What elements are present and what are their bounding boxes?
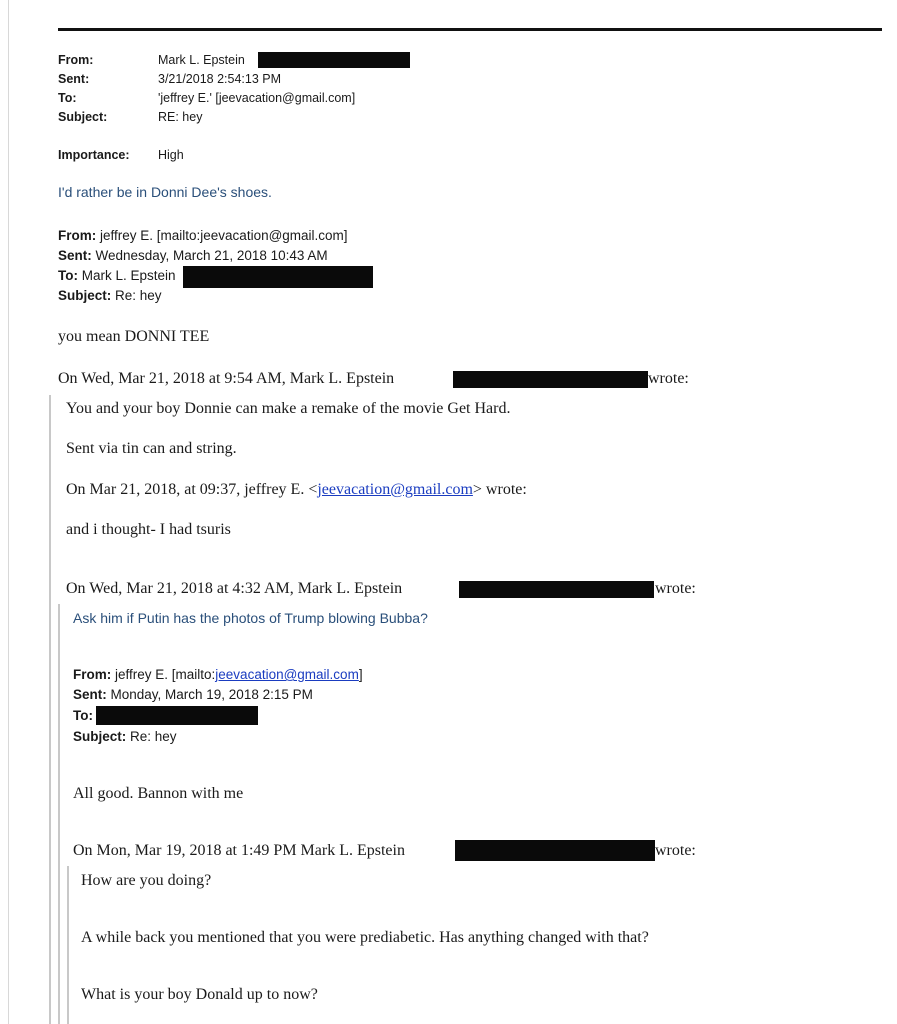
sent-value: 3/21/2018 2:54:13 PM [158, 72, 282, 86]
quote-wrote-line [66, 481, 527, 499]
quote3-line-3: What is your boy Donald up to now? [81, 986, 318, 1003]
to-label: To: [58, 268, 78, 283]
sent-line [73, 685, 313, 705]
from-line [58, 226, 348, 246]
from-suffix: ] [358, 667, 363, 682]
from-label: From: [58, 228, 97, 243]
sent-value: Monday, March 19, 2018 2:15 PM [106, 687, 313, 702]
to-label: To: [73, 708, 93, 723]
subject-value: Re: hey [111, 288, 162, 303]
to-value: Mark L. Epstein [78, 268, 176, 283]
redaction-bar [96, 706, 258, 725]
sent-line [58, 246, 328, 266]
from-label: From: [58, 53, 94, 67]
page-edge [8, 0, 9, 1024]
wrote-line-2: On Wed, Mar 21, 2018 at 4:32 AM, Mark L. Epstein [66, 580, 403, 597]
quote-bar-2 [58, 604, 60, 1024]
quote-line-2: Sent via tin can and string. [66, 440, 237, 457]
redaction-bar [183, 266, 373, 288]
from-value: jeffrey E. [mailto:jeevacation@gmail.com] [96, 228, 348, 243]
to-value: 'jeffrey E.' [jeevacation@gmail.com] [158, 91, 356, 105]
from-value: Mark L. Epstein [158, 53, 245, 67]
reply-text-3: All good. Bannon with me [73, 785, 244, 802]
redaction-bar [455, 840, 655, 861]
quote-line-1: You and your boy Donnie can make a remake of the movie Get Hard. [66, 400, 511, 417]
email-link[interactable]: jeevacation@gmail.com [317, 481, 473, 498]
from-prefix: jeffrey E. [mailto: [111, 667, 216, 682]
quote3-line-1: How are you doing? [81, 872, 212, 889]
wrote-suffix: > wrote: [472, 481, 527, 498]
sent-label: Sent: [58, 248, 92, 263]
wrote-suffix-3: wrote: [655, 842, 696, 859]
reply-text-2: you mean DONNI TEE [58, 328, 210, 345]
importance-value: High [158, 148, 184, 162]
redaction-bar [459, 581, 654, 598]
importance-label: Importance: [58, 148, 130, 162]
email-link[interactable]: jeevacation@gmail.com [215, 667, 359, 682]
redaction-bar [453, 371, 648, 388]
subject-line [58, 286, 162, 306]
from-label: From: [73, 667, 112, 682]
subject-label: Subject: [58, 110, 108, 124]
quote3-line-2: A while back you mentioned that you were prediabetic. Has anything changed with that? [81, 929, 649, 946]
wrote-suffix-2: wrote: [655, 580, 696, 597]
redaction-bar [258, 52, 410, 68]
from-line [73, 665, 363, 685]
subject-label: Subject: [58, 288, 112, 303]
subject-line [73, 727, 177, 747]
reply-text-1: I'd rather be in Donni Dee's shoes. [58, 184, 272, 200]
subject-label: Subject: [73, 729, 127, 744]
quote-bar-3 [67, 866, 69, 1024]
subject-value: RE: hey [158, 110, 203, 124]
subject-value: Re: hey [126, 729, 177, 744]
sent-value: Wednesday, March 21, 2018 10:43 AM [91, 248, 328, 263]
top-rule [58, 28, 882, 31]
wrote-line-3: On Mon, Mar 19, 2018 at 1:49 PM Mark L. Epstein [73, 842, 405, 859]
quote-line-3: and i thought- I had tsuris [66, 521, 231, 538]
to-line [58, 266, 176, 286]
wrote-line-1: On Wed, Mar 21, 2018 at 9:54 AM, Mark L. Epstein [58, 370, 395, 387]
quote-bar-1 [49, 395, 51, 1024]
wrote-suffix-1: wrote: [648, 370, 689, 387]
wrote-prefix: On Mar 21, 2018, at 09:37, jeffrey E. < [66, 481, 318, 498]
to-label: To: [58, 91, 77, 105]
sent-label: Sent: [58, 72, 90, 86]
sent-label: Sent: [73, 687, 107, 702]
quote2-line-1: Ask him if Putin has the photos of Trump blowing Bubba? [73, 610, 428, 626]
